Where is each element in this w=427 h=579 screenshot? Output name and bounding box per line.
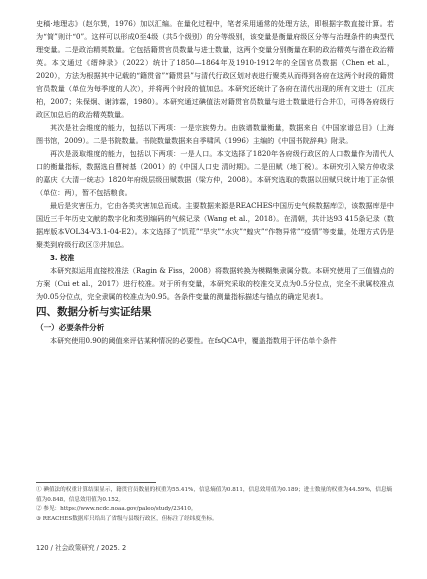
paragraph-2: 其次是社会维度的能力，包括以下两项：一是宗族势力。由族谱数量衡量，数据来自《中国家谱总目》（上海图书馆，2009）。二是书院数量。书院数量数据来自季啸风（1996）主编的《中国书院辞典》附录。 — [36, 123, 394, 145]
footnote-divider — [36, 482, 156, 483]
footnote-1: ① 碘值法的权重计算结果显示，籍贯官员数量的权重为55.41%，信息熵值为0.811，信息效用值为0.189；进士数量的权重为44.59%，信息熵值为0.848，信息效用值为0.152。 — [36, 487, 393, 503]
paragraph-6: 本研究使用0.90的阈值来评估某种情况的必要性。在fsQCA中，覆盖指数用于评估单个条件 — [50, 336, 337, 345]
calibration-heading: 3. 校准 — [50, 253, 75, 262]
footnote-2: ② 参见：https://www.ncdc.noaa.gov/paleo/study/23410。 — [36, 506, 197, 513]
paragraph-4: 最后是灾害压力，它由各类灾害加总而成。主要数据来源是REACHES中国历史气候数据库②，该数据库是中国近三千年历史文献的数字化和类别编码的气候记录（Wang et al.，2018）。在清朝，共计达93 415条记录（数据库版本VOL34-V3.1-04-E2）。本文选择了“饥荒”“旱灾”“水灾”“蝗灾”“作物异常”“疫情”等变量，处理方式仍是聚类到府级行政区③并加总。 — [36, 201, 394, 249]
footnotes — [36, 486, 394, 524]
main-body-text — [36, 17, 394, 347]
paragraph-3: 再次是汲取维度的能力，包括以下两项：一是人口。本文选择了1820年各府级行政区的人口数量作为清代人口的衡量指标，数据选自曹树基（2001）的《中国人口史 清时期》。二是田赋（地丁税）。本研究引入梁方仲收录的嘉庆《大清一统志》1820年府级层级田赋数据（梁方仲，2008）。本研究选取的数据以田赋只统计地丁正杂银（单位：两），暂不包括粮食。 — [36, 149, 394, 197]
page-footer: 120 / 社会政策研究 / 2025. 2 — [36, 544, 127, 552]
section-heading: 四、数据分析与实证结果 — [36, 306, 152, 318]
footnote-3: ③ REACHES数据库只给出了省级与县级行政区，但标注了经纬度坐标。 — [36, 515, 218, 522]
subsection-heading: （一）必要条件分析 — [36, 323, 105, 332]
paragraph-1: 史稿·地理志》（赵尔巽，1976）加以汇编。在量化过程中，笔者采用通常的处理方法，即根据字数直接计算。若为“简”则计“0”。这样可以形成0至4级（共5个级别）的分等级别，该变量是衡量府级区分等与治理条件的典型代理变量。二是政治精英数量。它包括籍贯官员数量与进士数量，这两个变量分别衡量在职的政治精英与潜在政治精英。本文通过《缙绅录》（2022）统计了1850—1864年及1910-1912年的全国官员数据（Chen et al.，2020），方法为根据其中记载的“籍贯省”“籍贯县”与清代行政区划对表进行聚类从而得到各府在这两个时段的籍贯官员数量（单位为每季度的人次），并将两个时段的值加总。本研究还统计了各府在清代出现的所有文进士（江庆柏，2007；朱保炯、谢沛霖，1980）。本研究通过碘值法对籍贯官员数量与进士数量进行合并①，可得各府级行政区加总后的政治精英数量。 — [36, 19, 394, 119]
paragraph-5: 本研究拟运用直接校准法（Ragin & Fiss，2008）将数据转换为模糊集隶属分数。本研究使用了三值锚点的方案（Cui et al.，2017）进行校准。对于所有变量，本研究采取的校准交叉点为0.5分位点，完全不隶属校准点为0.05分位点，完全隶属的校准点为0.95。各条件变量的测量指标描述与锚点的确定见表1。 — [36, 266, 394, 301]
